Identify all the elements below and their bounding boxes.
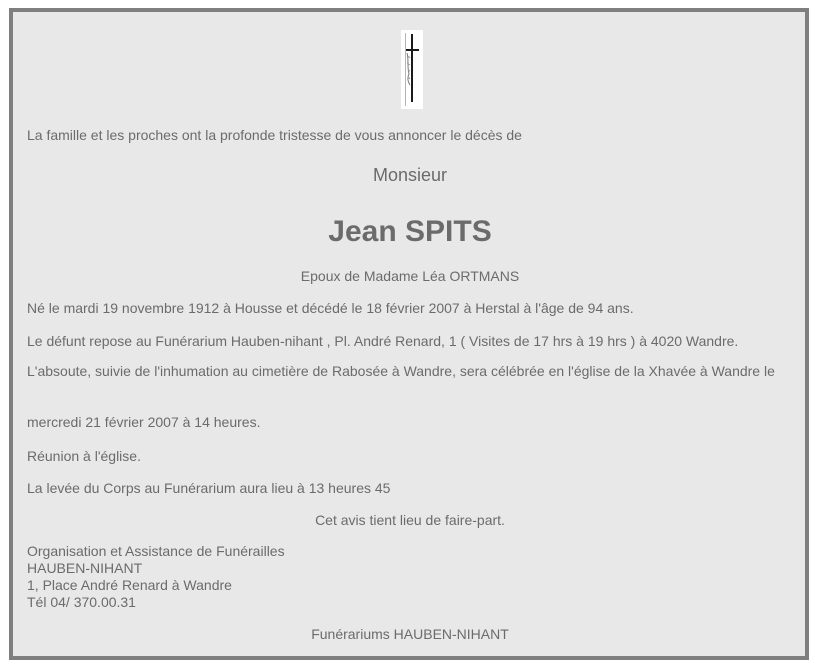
repose-line: Le défunt repose au Funérarium Hauben-nihant , Pl. André Renard, 1 ( Visites de 17 hrs à 19 hrs ) à 4020 Wandre. — [27, 333, 739, 349]
intro-text: La famille et les proches ont la profonde tristesse de vous annoncer le décès de — [27, 127, 522, 143]
birth-death-line: Né le mardi 19 novembre 1912 à Housse et décédé le 18 février 2007 à Herstal à l'âge de 94 ans. — [27, 300, 634, 316]
organisation-line-2: HAUBEN-NIHANT — [27, 560, 143, 576]
death-notice-card — [9, 8, 809, 660]
deceased-name: Jean SPITS — [328, 215, 492, 248]
honorific: Monsieur — [372, 165, 448, 185]
faire-part-line: Cet avis tient lieu de faire-part. — [315, 512, 505, 528]
organisation-phone: Tél 04/ 370.00.31 — [27, 594, 136, 610]
reunion-line: Réunion à l'église. — [27, 448, 141, 464]
ceremony-date: mercredi 21 février 2007 à 14 heures. — [27, 414, 261, 430]
absoute-line: L'absoute, suivie de l'inhumation au cimetière de Rabosée à Wandre, sera célébrée en l'église de la Xhavée à Wandre le — [27, 363, 775, 379]
notice-content — [27, 12, 793, 656]
organisation-line-1: Organisation et Assistance de Funérailles — [27, 543, 285, 559]
spouse-line: Epoux de Madame Léa ORTMANS — [300, 268, 520, 284]
levee-line: La levée du Corps au Funérarium aura lieu à 13 heures 45 — [27, 480, 391, 496]
cross-icon — [401, 30, 423, 109]
organisation-address: 1, Place André Renard à Wandre — [27, 577, 232, 593]
footer-text: Funérariums HAUBEN-NIHANT — [311, 626, 509, 642]
